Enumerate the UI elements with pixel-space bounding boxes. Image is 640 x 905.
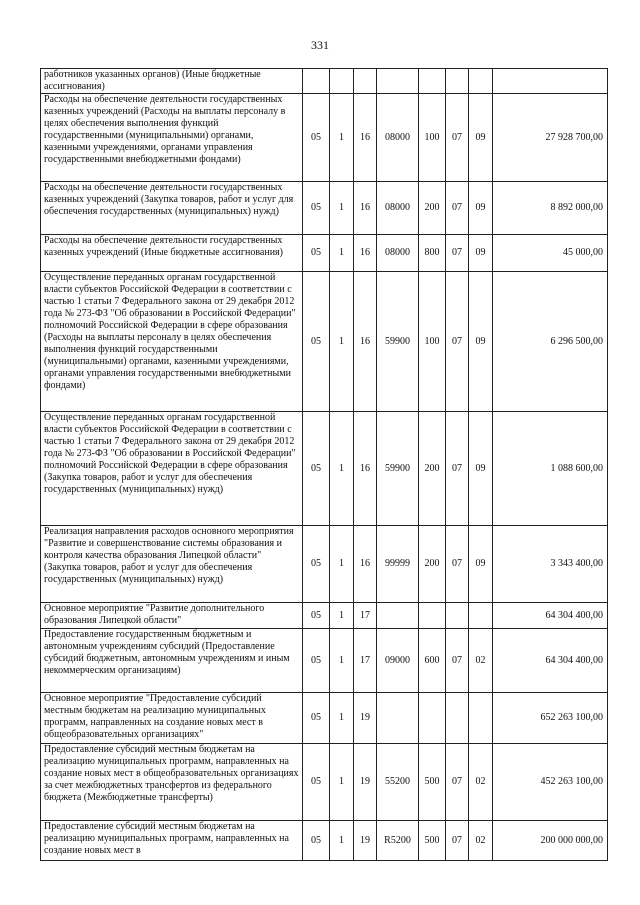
code-cell: 200 xyxy=(419,182,446,235)
amount-cell: 6 296 500,00 xyxy=(493,272,608,412)
code-cell: 100 xyxy=(419,94,446,182)
row-description: Основное мероприятие "Предоставление субсидий местным бюджетам на реализацию муниципальных программ, направленных на создание новых мест в общеобразовательных организациях" xyxy=(41,693,303,744)
code-cell: 05 xyxy=(303,272,330,412)
code-cell: 07 xyxy=(446,526,469,603)
code-cell xyxy=(419,603,446,629)
code-cell xyxy=(377,603,419,629)
code-cell: 19 xyxy=(354,821,377,861)
table-row xyxy=(41,235,608,272)
code-cell: 05 xyxy=(303,693,330,744)
code-cell: 19 xyxy=(354,744,377,821)
amount-cell: 1 088 600,00 xyxy=(493,412,608,526)
code-cell: 1 xyxy=(330,94,354,182)
code-cell: 59900 xyxy=(377,412,419,526)
code-cell: 1 xyxy=(330,412,354,526)
row-description: Предоставление субсидий местным бюджетам на реализацию муниципальных программ, направленных на создание новых мест в общеобразовательных организациях за счет межбюджетных трансфертов из федерального бюджета (Межбюджетные трансферты) xyxy=(41,744,303,821)
code-cell: 17 xyxy=(354,603,377,629)
code-cell: 800 xyxy=(419,235,446,272)
code-cell xyxy=(377,69,419,94)
row-description: Осуществление переданных органам государственной власти субъектов Российской Федерации в соответствии с частью 1 статьи 7 Федерального закона от 29 декабря 2012 года № 273-ФЗ "Об образовании в Российской Федерации" полномочий Российской Федерации в сфере образования (Закупка товаров, работ и услуг для обеспечения государственных (муниципальных) нужд) xyxy=(41,412,303,526)
table-row xyxy=(41,94,608,182)
code-cell: 1 xyxy=(330,744,354,821)
code-cell: 17 xyxy=(354,629,377,693)
code-cell: 1 xyxy=(330,821,354,861)
code-cell: 55200 xyxy=(377,744,419,821)
table-row xyxy=(41,821,608,861)
code-cell: 200 xyxy=(419,526,446,603)
code-cell: 100 xyxy=(419,272,446,412)
code-cell: 1 xyxy=(330,235,354,272)
code-cell: 09 xyxy=(469,272,493,412)
code-cell: 200 xyxy=(419,412,446,526)
code-cell: 05 xyxy=(303,412,330,526)
code-cell: 02 xyxy=(469,629,493,693)
code-cell xyxy=(446,603,469,629)
row-description: Предоставление государственным бюджетным и автономным учреждениям субсидий (Предоставление субсидий бюджетным, автономным учреждениям и иным некоммерческим организациям) xyxy=(41,629,303,693)
table-row xyxy=(41,182,608,235)
code-cell: 02 xyxy=(469,821,493,861)
row-description: Расходы на обеспечение деятельности государственных казенных учреждений (Иные бюджетные ассигнования) xyxy=(41,235,303,272)
code-cell: R5200 xyxy=(377,821,419,861)
row-description: Предоставление субсидий местным бюджетам на реализацию муниципальных программ, направленных на создание новых мест в xyxy=(41,821,303,861)
code-cell: 1 xyxy=(330,272,354,412)
amount-cell: 27 928 700,00 xyxy=(493,94,608,182)
code-cell: 09 xyxy=(469,235,493,272)
code-cell: 07 xyxy=(446,412,469,526)
code-cell xyxy=(469,603,493,629)
table-row xyxy=(41,526,608,603)
code-cell: 09 xyxy=(469,182,493,235)
code-cell: 16 xyxy=(354,182,377,235)
code-cell: 07 xyxy=(446,182,469,235)
code-cell: 1 xyxy=(330,629,354,693)
code-cell: 08000 xyxy=(377,182,419,235)
amount-cell xyxy=(493,69,608,94)
table-row xyxy=(41,744,608,821)
code-cell: 59900 xyxy=(377,272,419,412)
amount-cell: 200 000 000,00 xyxy=(493,821,608,861)
code-cell: 19 xyxy=(354,693,377,744)
amount-cell: 45 000,00 xyxy=(493,235,608,272)
amount-cell: 452 263 100,00 xyxy=(493,744,608,821)
code-cell: 07 xyxy=(446,744,469,821)
code-cell: 05 xyxy=(303,94,330,182)
amount-cell: 3 343 400,00 xyxy=(493,526,608,603)
code-cell: 1 xyxy=(330,526,354,603)
code-cell: 05 xyxy=(303,821,330,861)
code-cell xyxy=(354,69,377,94)
row-description: работников указанных органов) (Иные бюджетные ассигнования) xyxy=(41,69,303,94)
code-cell: 05 xyxy=(303,629,330,693)
code-cell: 05 xyxy=(303,744,330,821)
code-cell xyxy=(419,693,446,744)
amount-cell: 64 304 400,00 xyxy=(493,603,608,629)
code-cell: 09000 xyxy=(377,629,419,693)
code-cell: 16 xyxy=(354,526,377,603)
code-cell: 02 xyxy=(469,744,493,821)
code-cell: 16 xyxy=(354,94,377,182)
code-cell: 05 xyxy=(303,603,330,629)
budget-table xyxy=(40,68,608,861)
code-cell: 16 xyxy=(354,272,377,412)
code-cell: 07 xyxy=(446,821,469,861)
code-cell: 08000 xyxy=(377,235,419,272)
table-row xyxy=(41,629,608,693)
code-cell: 05 xyxy=(303,235,330,272)
code-cell xyxy=(303,69,330,94)
code-cell: 07 xyxy=(446,235,469,272)
code-cell: 600 xyxy=(419,629,446,693)
code-cell: 500 xyxy=(419,744,446,821)
page-number: 331 xyxy=(311,38,329,52)
code-cell xyxy=(419,69,446,94)
code-cell: 07 xyxy=(446,629,469,693)
code-cell xyxy=(469,69,493,94)
code-cell: 16 xyxy=(354,235,377,272)
table-row xyxy=(41,412,608,526)
code-cell xyxy=(469,693,493,744)
amount-cell: 64 304 400,00 xyxy=(493,629,608,693)
code-cell: 05 xyxy=(303,182,330,235)
code-cell: 500 xyxy=(419,821,446,861)
table-row xyxy=(41,69,608,94)
code-cell xyxy=(377,693,419,744)
code-cell xyxy=(446,693,469,744)
amount-cell: 652 263 100,00 xyxy=(493,693,608,744)
table-row xyxy=(41,272,608,412)
code-cell: 99999 xyxy=(377,526,419,603)
row-description: Осуществление переданных органам государственной власти субъектов Российской Федерации в соответствии с частью 1 статьи 7 Федерального закона от 29 декабря 2012 года № 273-ФЗ "Об образовании в Российской Федерации" полномочий Российской Федерации в сфере образования (Расходы на выплаты персоналу в целях обеспечения выполнения функций государственными (муниципальными) органами, казенными учреждениями, органами управления государственными внебюджетными фондами) xyxy=(41,272,303,412)
amount-cell: 8 892 000,00 xyxy=(493,182,608,235)
table-row xyxy=(41,693,608,744)
code-cell: 16 xyxy=(354,412,377,526)
code-cell xyxy=(446,69,469,94)
code-cell: 09 xyxy=(469,94,493,182)
code-cell: 09 xyxy=(469,412,493,526)
code-cell: 07 xyxy=(446,94,469,182)
code-cell: 1 xyxy=(330,693,354,744)
code-cell: 07 xyxy=(446,272,469,412)
code-cell: 1 xyxy=(330,182,354,235)
table-row xyxy=(41,603,608,629)
code-cell: 08000 xyxy=(377,94,419,182)
row-description: Основное мероприятие "Развитие дополнительного образования Липецкой области" xyxy=(41,603,303,629)
code-cell: 09 xyxy=(469,526,493,603)
row-description: Расходы на обеспечение деятельности государственных казенных учреждений (Расходы на выплаты персоналу в целях обеспечения выполнения функций государственными (муниципальными) органами, казенными учреждениями, органами управления государственными внебюджетными фондами) xyxy=(41,94,303,182)
row-description: Реализация направления расходов основного мероприятия "Развитие и совершенствование системы образования и контроля качества образования Липецкой области" (Закупка товаров, работ и услуг для обеспечения государственных (муниципальных) нужд) xyxy=(41,526,303,603)
code-cell: 1 xyxy=(330,603,354,629)
row-description: Расходы на обеспечение деятельности государственных казенных учреждений (Закупка товаров, работ и услуг для обеспечения государственных (муниципальных) нужд) xyxy=(41,182,303,235)
code-cell xyxy=(330,69,354,94)
code-cell: 05 xyxy=(303,526,330,603)
